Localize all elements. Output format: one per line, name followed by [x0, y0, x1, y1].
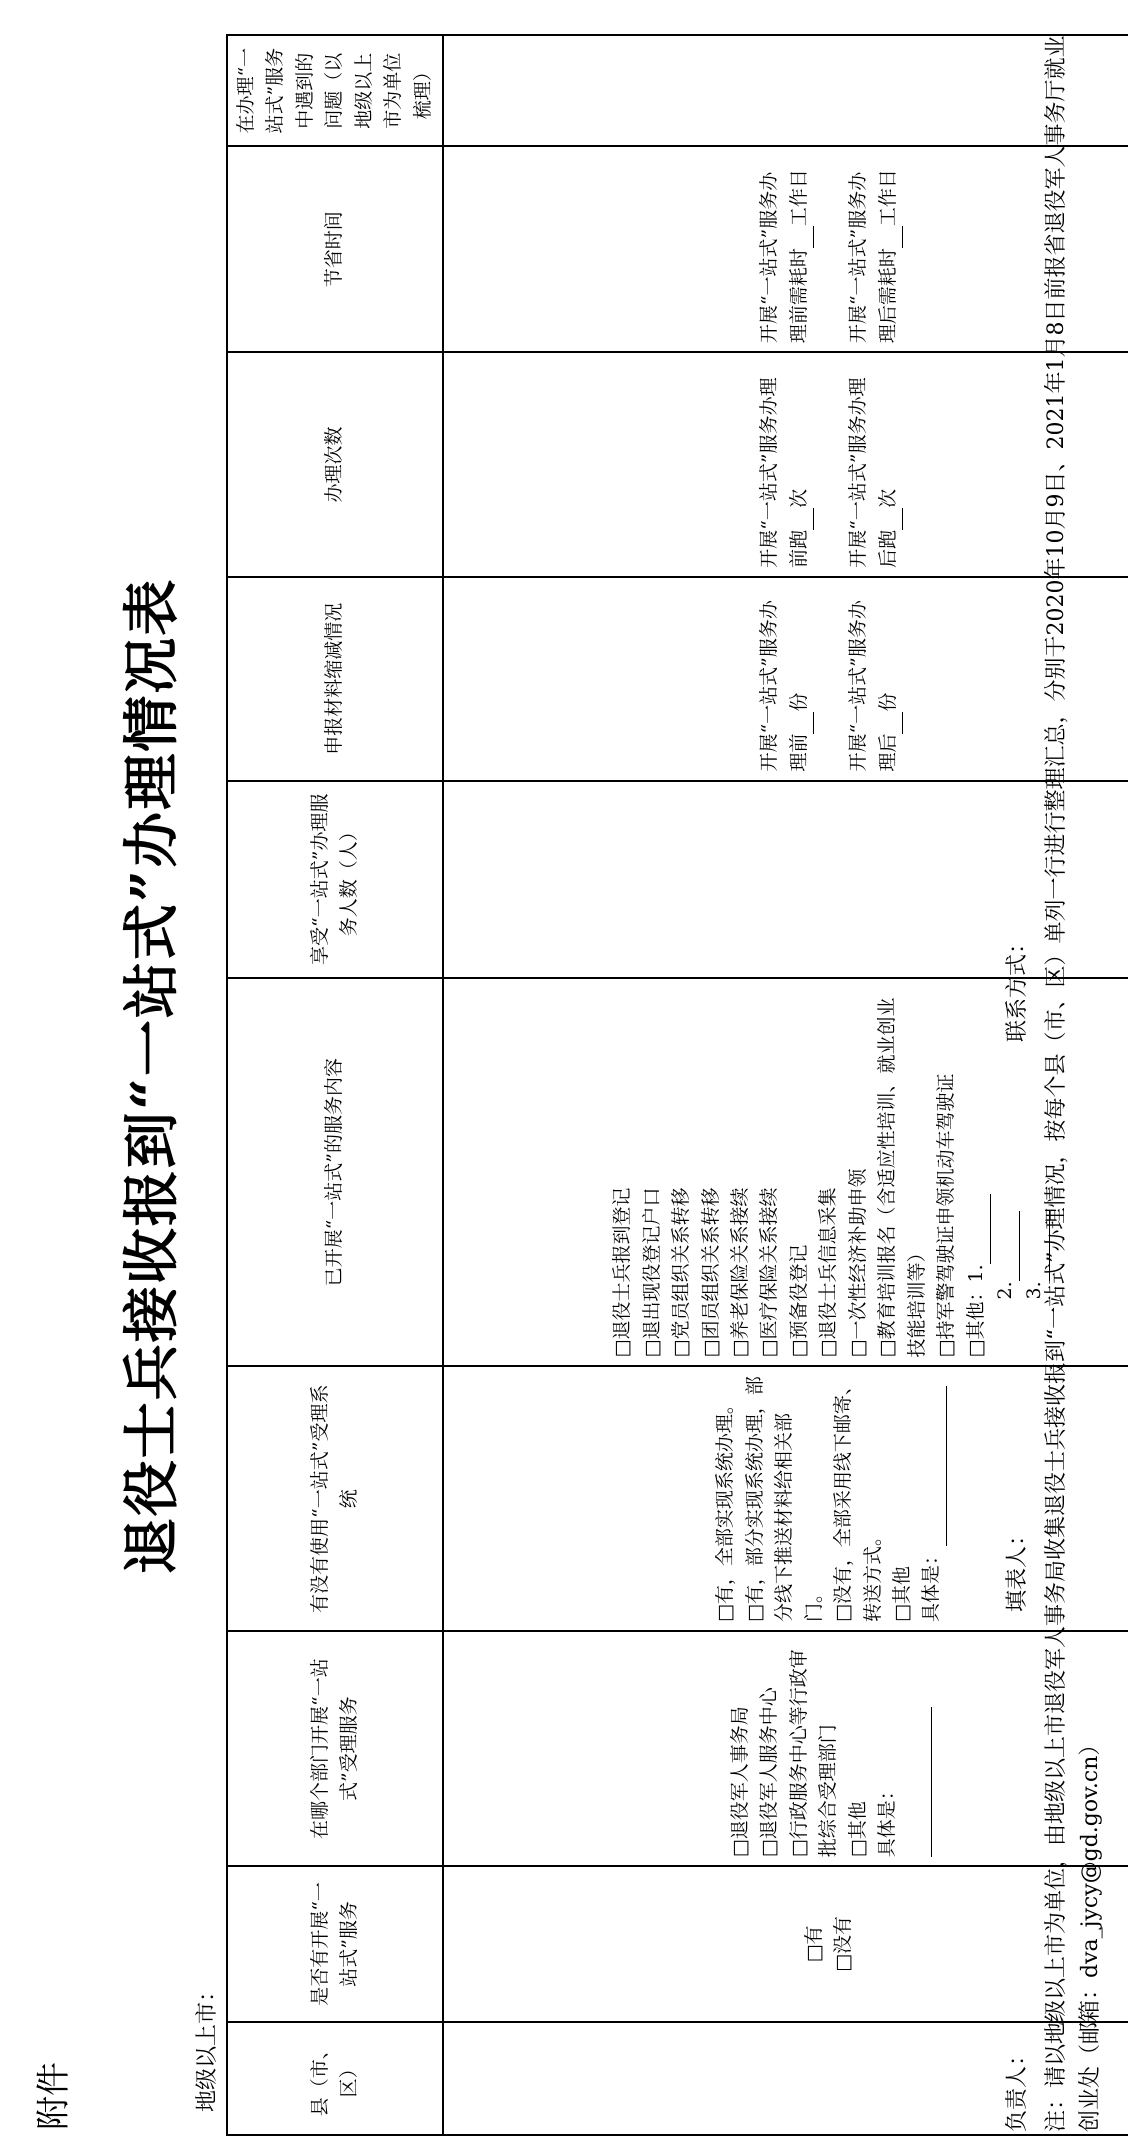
cell-problems[interactable]: [443, 35, 1128, 146]
header-department: 在哪个部门开展“一站式”受理服务: [227, 1631, 443, 1866]
option-service-3[interactable]: □党员组织关系转移: [670, 1187, 693, 1358]
attachment-label: 附件: [34, 2062, 74, 2130]
blank-line: [902, 226, 903, 248]
header-people-count: 享受“一站式”办理服务人数（人）: [227, 781, 443, 978]
option-service-4[interactable]: □团员组织关系转移: [699, 1187, 722, 1358]
header-county: 县（市、区）: [227, 2022, 443, 2135]
cell-time-saved: [443, 146, 1128, 352]
option-system-full[interactable]: □有，全部实现系统办理。: [714, 1395, 737, 1623]
contact-label: 联系方式：: [1005, 931, 1030, 1042]
option-service-other: □其他：: [964, 1282, 987, 1358]
visits-after-field[interactable]: [844, 361, 903, 568]
visits-before-label: 开展“一站式”服务办理前跑: [758, 377, 810, 568]
cell-material-reduction: [443, 577, 1128, 781]
option-system-other[interactable]: □其他: [890, 1566, 913, 1623]
material-before-unit: 份: [787, 692, 810, 712]
header-onestop-yesno: 是否有开展“一站式”服务: [227, 1866, 443, 2021]
region-label: 地级以上市：: [195, 1979, 220, 2112]
material-before-field[interactable]: [755, 586, 814, 772]
header-service-content: 已开展“一站式”的服务内容: [227, 978, 443, 1367]
option-service-9[interactable]: □一次性经济补助申领: [846, 1168, 869, 1358]
time-after-label: 开展“一站式”服务办理后需耗时: [847, 171, 899, 344]
time-before-label: 开展“一站式”服务办理前需耗时: [758, 171, 810, 344]
option-service-7[interactable]: □预备役登记: [787, 1244, 810, 1358]
other-item-3: 3.: [1023, 1281, 1046, 1300]
material-before-label: 开展“一站式”服务办理前: [758, 600, 810, 772]
option-service-2[interactable]: □退出现役登记户口: [640, 1187, 663, 1358]
header-time-saved: 节省时间: [227, 146, 443, 352]
dept-specify-label: 具体是：: [876, 1781, 899, 1858]
time-after-unit: 工作日: [876, 169, 899, 227]
other-item-1: 1.: [964, 1264, 987, 1283]
option-yes[interactable]: □有: [802, 1925, 825, 1963]
option-service-1[interactable]: □退役士兵报到登记: [611, 1187, 634, 1358]
material-after-unit: 份: [876, 692, 899, 712]
option-dept-service-center[interactable]: □退役军人服务中心: [758, 1687, 781, 1858]
option-service-8[interactable]: □退役士兵信息采集: [817, 1187, 840, 1358]
option-dept-bureau[interactable]: □退役军人事务局: [729, 1706, 752, 1858]
blank-line: [946, 1386, 947, 1546]
blank-line: [902, 712, 903, 734]
service-other-field[interactable]: [962, 987, 991, 1358]
table-row: [443, 35, 1128, 2135]
system-specify-field[interactable]: [917, 1375, 946, 1622]
header-problems: 在办理“一站式”服务中遇到的问题（以地级以上市为单位梳理）: [227, 35, 443, 146]
system-specify-label: 具体是：: [920, 1546, 943, 1623]
time-before-field[interactable]: [755, 155, 814, 343]
cell-visit-count: [443, 352, 1128, 577]
dept-specify-field[interactable]: [873, 1640, 932, 1857]
filler-label: 填表人：: [1005, 1523, 1030, 1612]
blank-line: [902, 508, 903, 530]
blank-line: [813, 508, 814, 530]
blank-line: [813, 226, 814, 248]
visits-before-unit: 次: [787, 488, 810, 508]
other-item-2: 2.: [993, 1281, 1016, 1300]
option-system-none[interactable]: □没有，全部采用线下邮寄、转送方式。: [832, 1376, 884, 1623]
survey-table: [226, 34, 1128, 2136]
cell-department: [443, 1631, 1128, 1866]
blank-line: [931, 1707, 932, 1857]
material-after-field[interactable]: [844, 586, 903, 772]
option-no[interactable]: □没有: [832, 1915, 855, 1972]
footnote: 注：请以地级以上市为单位，由地级以上市退役军人事务局收集退役士兵接收报到“一站式”办理情况，按每个县（市、区）单列一行进行整理汇总，分别于2020年10月9日、2021年1月8日前报省退役军人事务厅就业创业处（邮箱：dva_jycy@gd.gov.cn）: [1044, 35, 1104, 2132]
blank-line: [813, 712, 814, 734]
option-service-11[interactable]: □持军警驾驶证申领机动车驾驶证: [935, 1073, 958, 1358]
table-header-row: [227, 35, 443, 2135]
visits-after-unit: 次: [876, 488, 899, 508]
option-system-partial[interactable]: □有，部分实现系统办理，部分线下推送材料给相关部门。: [743, 1376, 825, 1623]
option-service-10[interactable]: □教育培训报名（含适应性培训、就业创业技能培训等）: [876, 997, 928, 1358]
option-dept-other[interactable]: □其他: [846, 1801, 869, 1858]
time-before-unit: 工作日: [787, 169, 810, 227]
visits-after-label: 开展“一站式”服务办理后跑: [847, 377, 899, 568]
option-dept-admin-center[interactable]: □行政服务中心等行政审批综合受理部门: [787, 1649, 840, 1858]
header-material-reduction: 申报材料缩减情况: [227, 577, 443, 781]
option-service-6[interactable]: □医疗保险关系接续: [758, 1187, 781, 1358]
header-visit-count: 办理次数: [227, 352, 443, 577]
material-after-label: 开展“一站式”服务办理后: [847, 600, 899, 772]
service-other-field-2[interactable]: [991, 987, 1020, 1358]
cell-onestop-yesno[interactable]: [443, 1866, 1128, 2021]
responsible-label: 负责人：: [1005, 2043, 1030, 2132]
header-system: 有没有使用“一站式”受理系统: [227, 1366, 443, 1631]
option-service-5[interactable]: □养老保险关系接续: [729, 1187, 752, 1358]
visits-before-field[interactable]: [755, 361, 814, 568]
page-title: 退役士兵接收报到“一站式”办理情况表: [119, 577, 185, 1575]
time-after-field[interactable]: [844, 155, 903, 343]
